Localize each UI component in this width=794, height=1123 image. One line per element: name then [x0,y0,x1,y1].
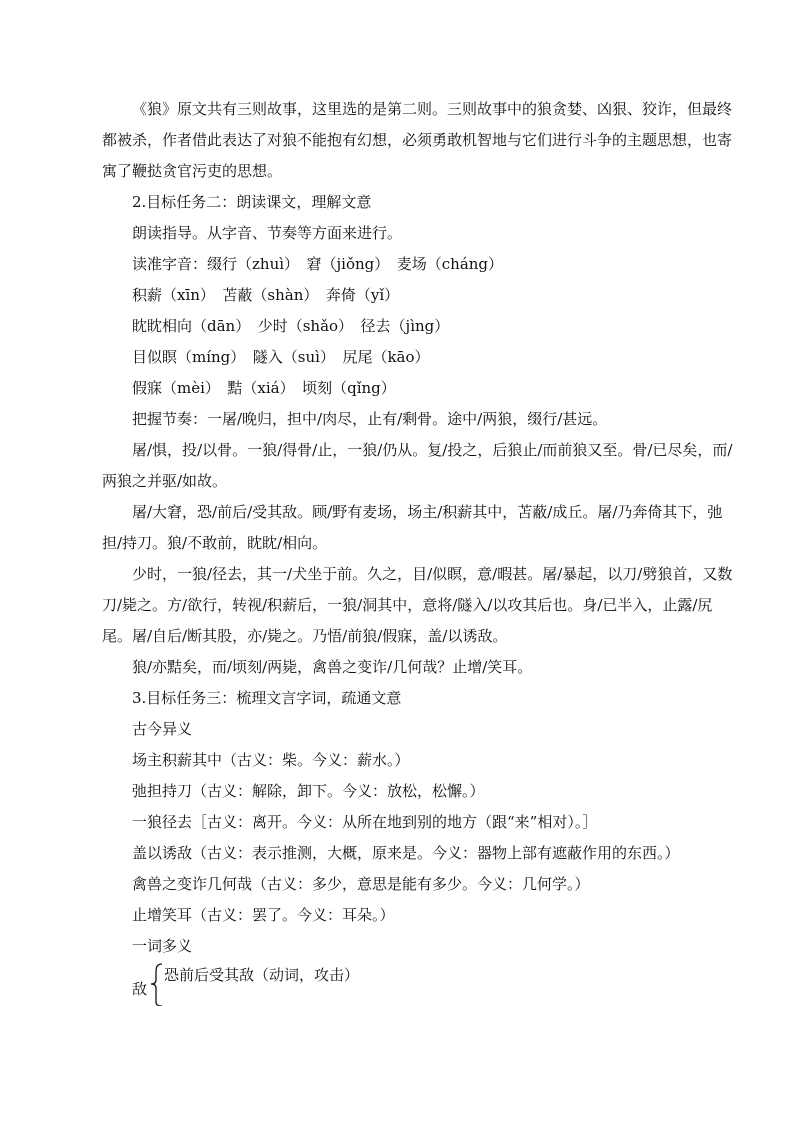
word-meaning-line: 盖以诱敌（古义：表示推测，大概，原来是。今义：器物上部有遮蔽作用的东西。） [132,844,680,862]
heading-task-two: 2.目标任务二：朗读课文，理解文意 [132,193,372,211]
rhythm-paragraph: 把握节奏：一屠/晚归，担中/肉尽，止有/剩骨。途中/两狼，缀行/甚远。 [132,410,608,428]
pronunciation-line: 目似瞑（míng） 隧入（suì） 尻尾（kāo） [132,348,430,366]
polysemy-item: 恐前后受其敌（动词，攻击） [164,966,360,984]
subheading-ancient-modern: 古今异义 [132,720,193,738]
polysemy-character: 敌 [132,980,148,998]
word-meaning-line: 弛担持刀（古义：解除，卸下。今义：放松，松懈。） [132,782,485,800]
word-meaning-line: 禽兽之变诈几何哉（古义：多少，意思是能有多少。今义：几何学。） [132,875,590,893]
word-meaning-line: 止增笑耳（古义：罢了。今义：耳朵。） [132,906,395,924]
curly-brace-icon [149,962,163,1006]
pronunciation-line: 读准字音：缀行（zhuì） 窘（jiǒng） 麦场（cháng） [132,255,504,273]
rhythm-paragraph: 屠/惧，投/以骨。一狼/得骨/止，一狼/仍从。复/投之，后狼止/而前狼又至。骨/已尽矣，而/两狼之并驱/如故。 [102,441,733,490]
rhythm-paragraph: 少时，一狼/径去，其一/犬坐于前。久之，目/似瞑，意/暇甚。屠/暴起，以刀/劈狼首，又数刀/毙之。方/欲行，转视/积薪后，一狼/洞其中，意将/隧入/以攻其后也。身/已半入，止露/尻尾。屠/自后/断其股，亦/毙之。乃悟/前狼/假寐，盖/以诱敌。 [102,565,733,645]
rhythm-paragraph: 狼/亦黠矣，而/顷刻/两毙，禽兽之变诈/几何哉？止增/笑耳。 [132,658,533,676]
reading-guide: 朗读指导。从字音、节奏等方面来进行。 [132,224,403,242]
polysemy-group [132,964,734,1004]
word-meaning-line: 一狼径去［古义：离开。今义：从所在地到别的地方（跟“来”相对）。］ [132,813,598,831]
paragraph-summary: 《狼》原文共有三则故事，这里选的是第二则。三则故事中的狼贪婪、凶狠、狡诈，但最终都被杀，作者借此表达了对狼不能抱有幻想，必须勇敢机智地与它们进行斗争的主题思想，也寄寓了鞭挞贪官污吏的思想。 [102,100,733,180]
pronunciation-line: 假寐（mèi） 黠（xiá） 顷刻（qǐng） [132,379,396,397]
document-body [102,94,734,1004]
pronunciation-line: 积薪（xīn） 苫蔽（shàn） 奔倚（yǐ） [132,286,400,304]
word-meaning-line: 场主积薪其中（古义：柴。今义：薪水。） [132,751,410,769]
heading-task-three: 3.目标任务三：梳理文言字词，疏通文意 [132,689,402,707]
subheading-polysemy: 一词多义 [132,937,193,955]
rhythm-paragraph: 屠/大窘，恐/前后/受其敌。顾/野有麦场，场主/积薪其中，苫蔽/成丘。屠/乃奔倚其下，弛担/持刀。狼/不敢前，眈眈/相向。 [102,503,723,552]
pronunciation-line: 眈眈相向（dān） 少时（shǎo） 径去（jìng） [132,317,450,335]
